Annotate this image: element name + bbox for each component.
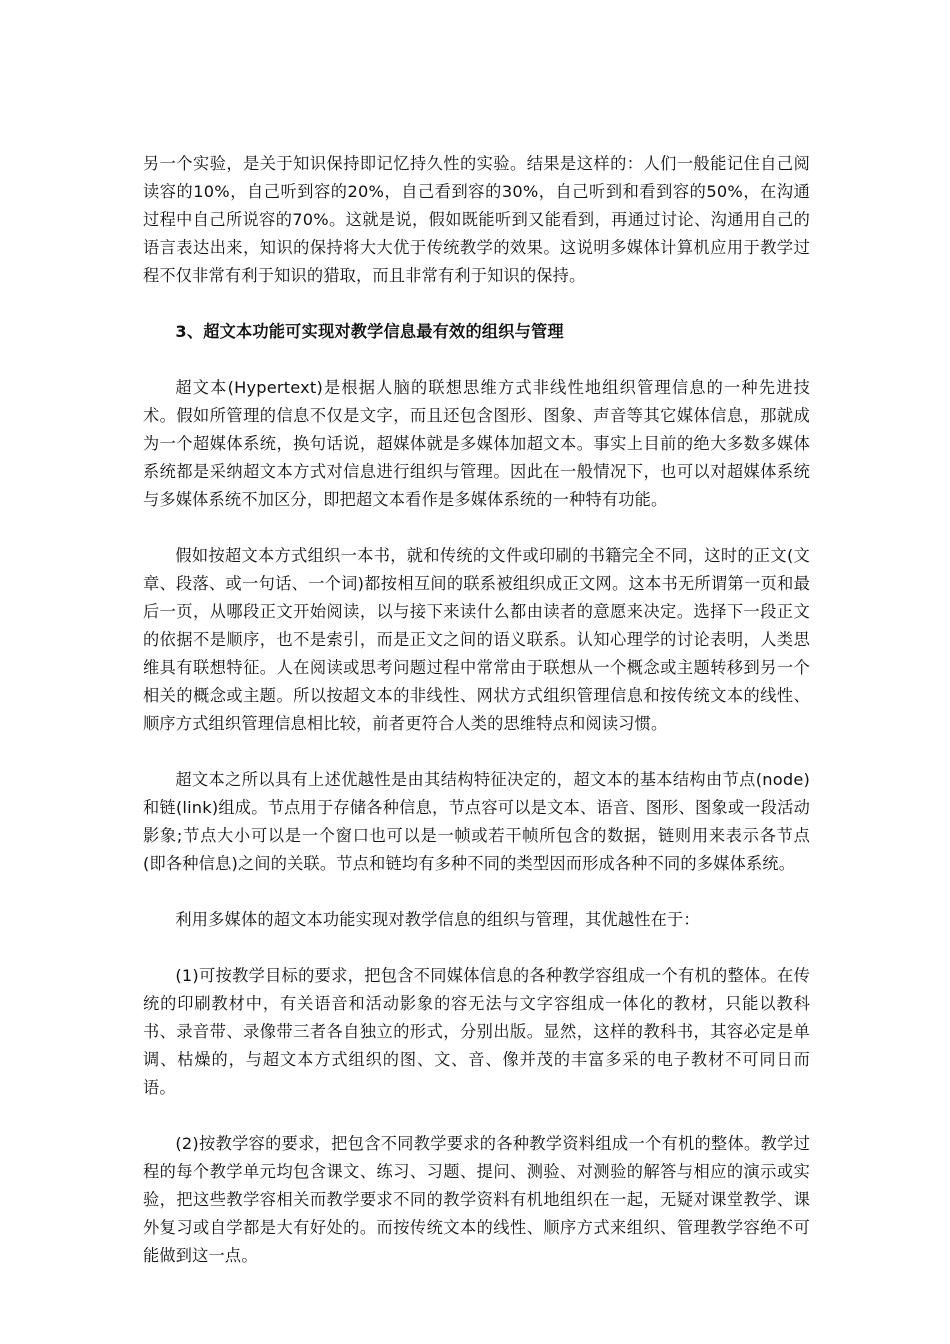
paragraph-node-link-structure: 超文本之所以具有上述优越性是由其结构特征决定的，超文本的基本结构由节点(node)和链(link)组成。节点用于存储各种信息，节点容可以是文本、语音、图形、图象或一段活动影象;节点大小可以是一个窗口也可以是一帧或若干帧所包含的数据，链则用来表示各节点(即各种信息)之间的关联。节点和链均有多种不同的类型因而形成各种不同的多媒体系统。 xyxy=(143,770,810,873)
section-heading-hypertext: 3、超文本功能可实现对教学信息最有效的组织与管理 xyxy=(175,322,564,341)
paragraph-advantage-2: (2)按教学容的要求，把包含不同教学要求的各种教学资料组成一个有机的整体。教学过程的每个教学单元均包含课文、练习、习题、提问、测验、对测验的解答与相应的演示或实验，把这些教学容相关而教学要求不同的教学资料有机地组织在一起，无疑对课堂教学、课外复习或自学都是大有好处的。而按传统文本的线性、顺序方式来组织、管理教学容绝不可能做到这一点。 xyxy=(143,1134,810,1265)
paragraph-advantages-intro: 利用多媒体的超文本功能实现对教学信息的组织与管理，其优越性在于： xyxy=(175,910,700,929)
paragraph-advantage-1: (1)可按教学目标的要求，把包含不同媒体信息的各种教学容组成一个有机的整体。在传统的印刷教材中，有关语音和活动影象的容无法与文字容组成一体化的教材，只能以教科书、录音带、录像带三者各自独立的形式，分别出版。显然，这样的教科书，其容必定是单调、枯燥的，与超文本方式组织的图、文、音、像并茂的丰富多采的电子教材不可同日而语。 xyxy=(143,966,810,1097)
paragraph-memory-retention: 另一个实验，是关于知识保持即记忆持久性的实验。结果是这样的：人们一般能记住自己阅读容的10%，自己听到容的20%，自己看到容的30%，自己听到和看到容的50%，在沟通过程中自己所说容的70%。这就是说，假如既能听到又能看到，再通过讨论、沟通用自己的语言表达出来，知识的保持将大大优于传统教学的效果。这说明多媒体计算机应用于教学过程不仅非常有利于知识的猎取，而且非常有利于知识的保持。 xyxy=(143,154,810,285)
paragraph-hypertext-definition: 超文本(Hypertext)是根据人脑的联想思维方式非线性地组织管理信息的一种先进技术。假如所管理的信息不仅是文字，而且还包含图形、图象、声音等其它媒体信息，那就成为一个超媒体系统，换句话说，超媒体就是多媒体加超文本。事实上目前的绝大多数多媒体系统都是采纳超文本方式对信息进行组织与管理。因此在一般情况下，也可以对超媒体系统与多媒体系统不加区分，即把超文本看作是多媒体系统的一种特有功能。 xyxy=(143,378,810,509)
document-body xyxy=(143,150,810,1298)
paragraph-hypertext-book: 假如按超文本方式组织一本书，就和传统的文件或印刷的书籍完全不同，这时的正文(文章、段落、或一句话、一个词)都按相互间的联系被组织成正文网。这本书无所谓第一页和最后一页，从哪段正文开始阅读，以与接下来读什么都由读者的意愿来决定。选择下一段正文的依据不是顺序，也不是索引，而是正文之间的语义联系。认知心理学的讨论表明，人类思维具有联想特征。人在阅读或思考问题过程中常常由于联想从一个概念或主题转移到另一个相关的概念或主题。所以按超文本的非线性、网状方式组织管理信息和按传统文本的线性、顺序方式组织管理信息相比较，前者更符合人类的思维特点和阅读习惯。 xyxy=(143,546,810,733)
